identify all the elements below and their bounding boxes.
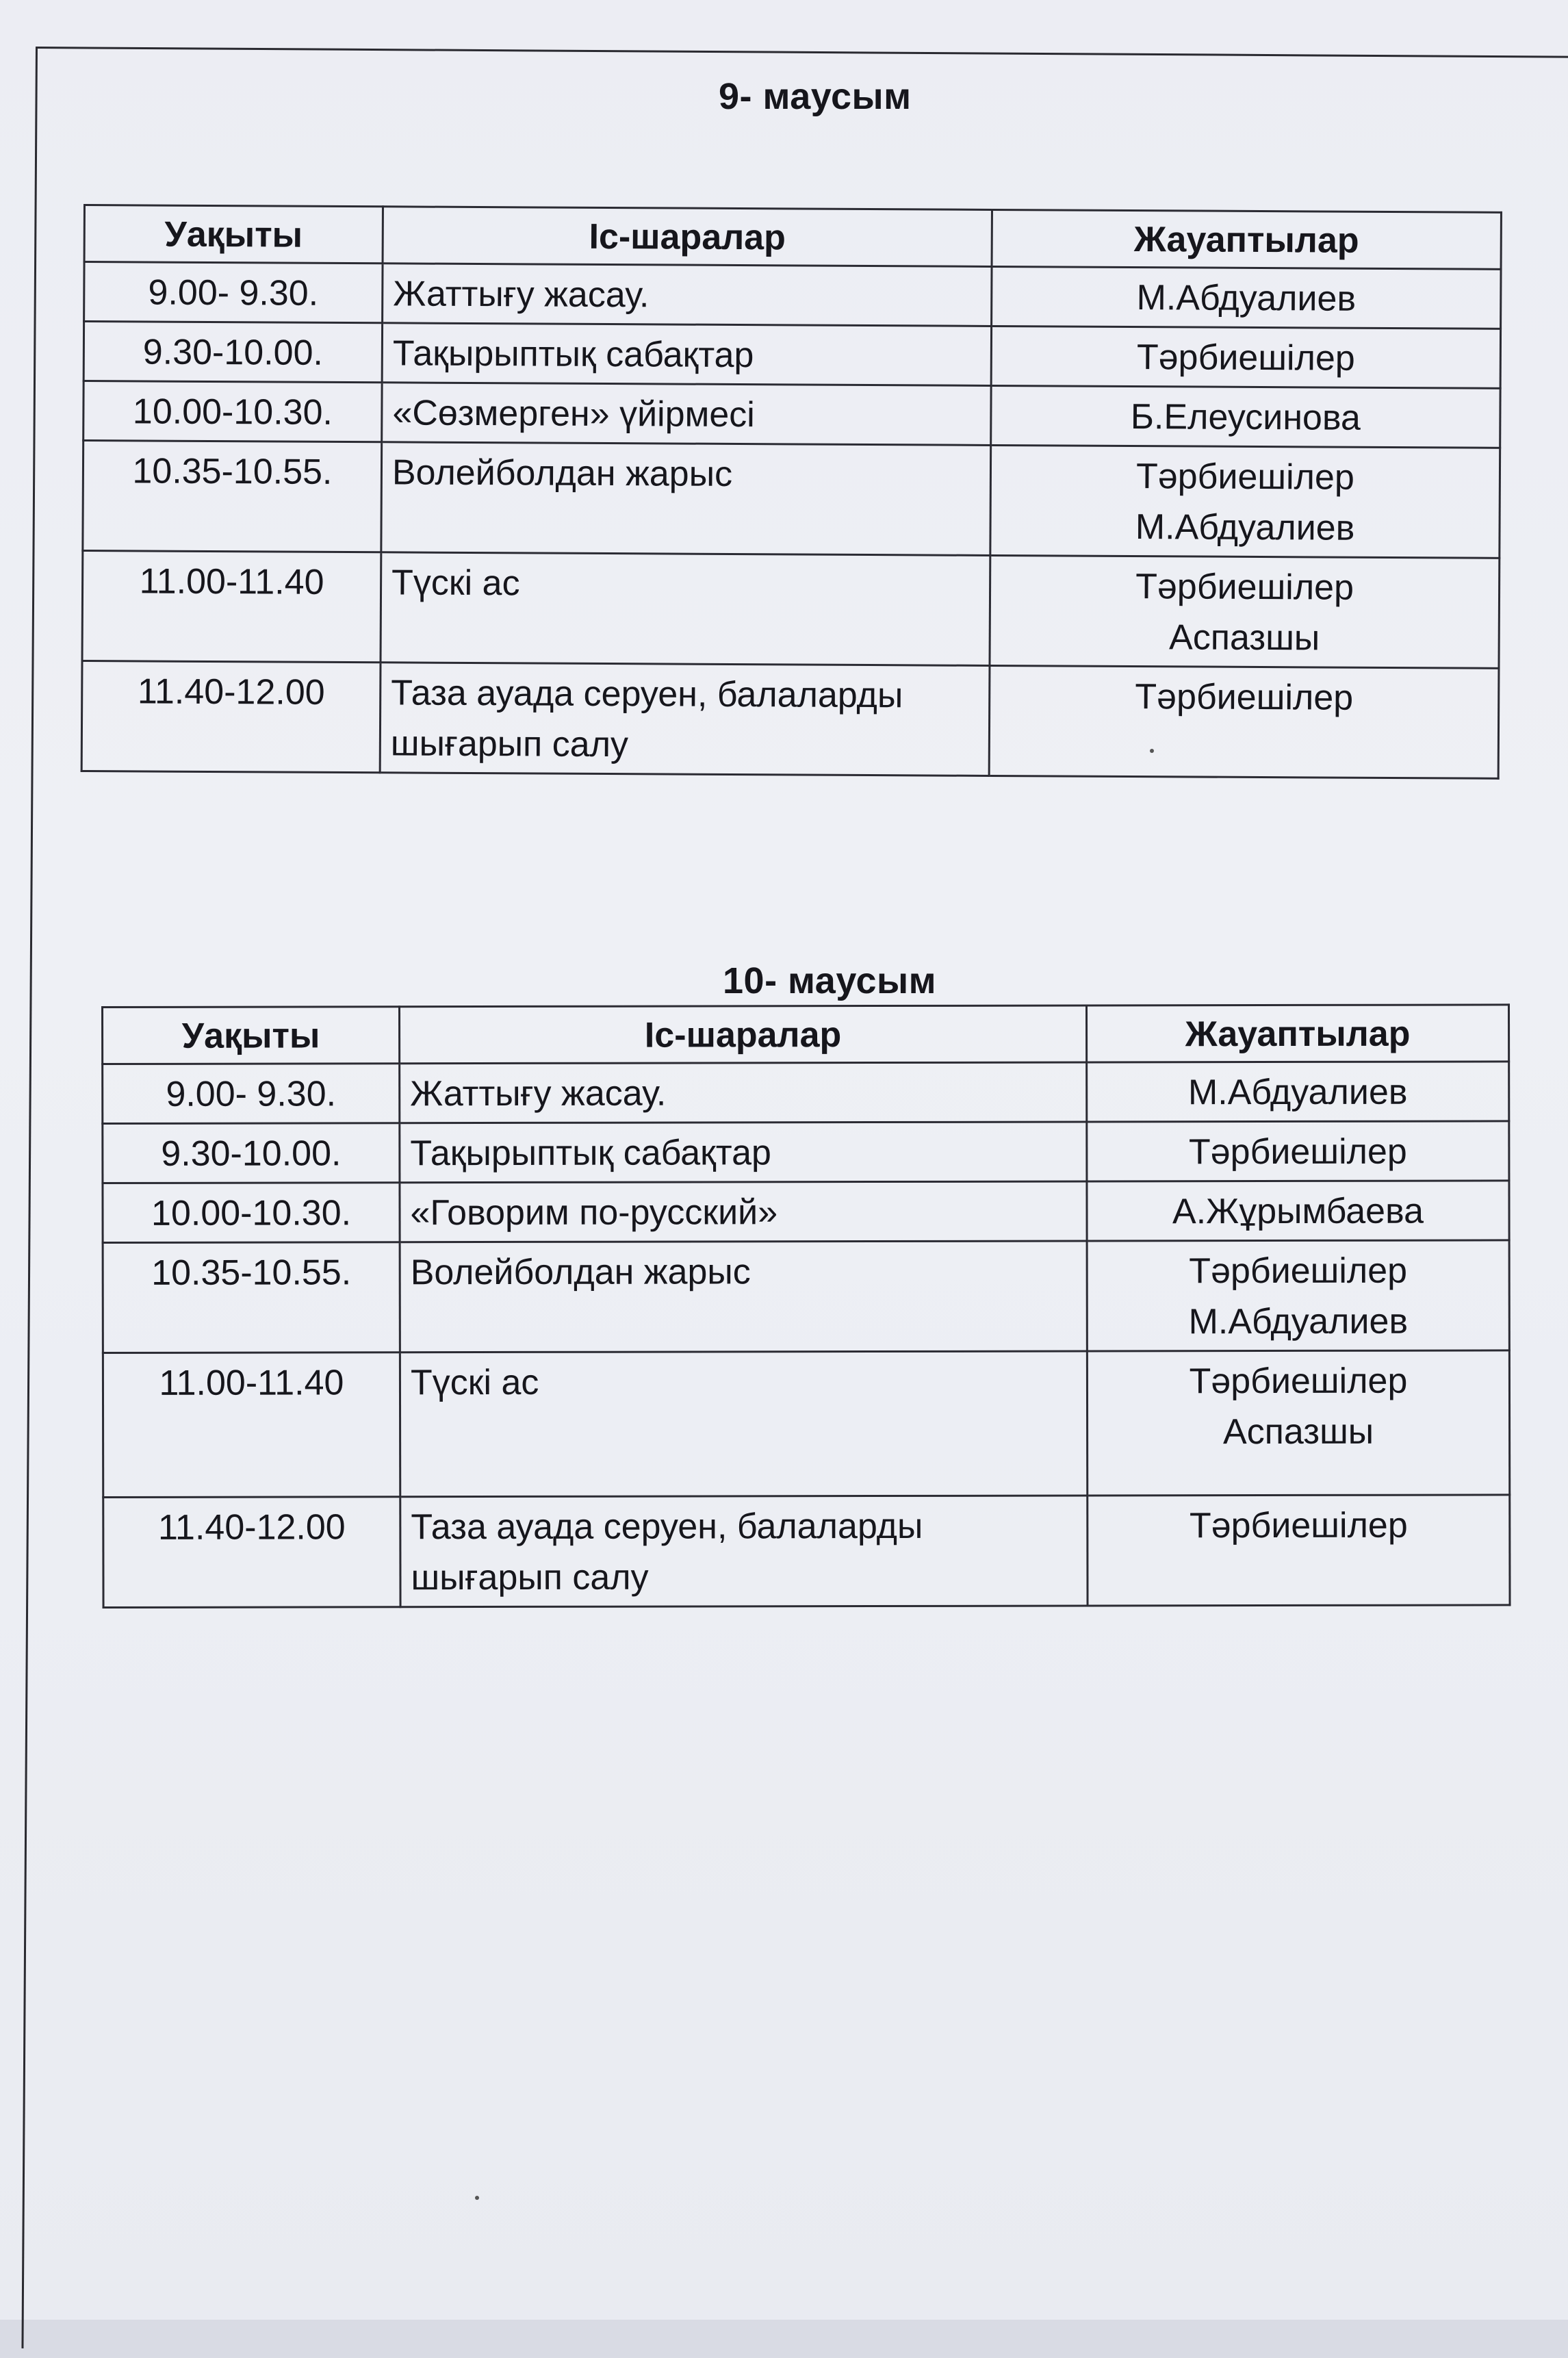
responsible-cell [992, 266, 1501, 329]
table-row [103, 1121, 1509, 1183]
responsible-name: Тәрбиешілер [1135, 567, 1354, 608]
responsible-name: Тәрбиешілер [1189, 1251, 1408, 1292]
table-row [81, 661, 1499, 778]
header-responsible: Жауаптылар [1087, 1005, 1509, 1062]
time-cell: 9.30-10.00. [103, 1123, 400, 1183]
time-cell: 9.00- 9.30. [103, 1064, 400, 1124]
table-header-row [84, 205, 1501, 270]
header-time: Уақыты [103, 1007, 400, 1064]
header-activity: Іс-шаралар [400, 1005, 1087, 1064]
header-activity: Іс-шаралар [383, 207, 992, 267]
time-cell: 10.00-10.30. [83, 381, 382, 442]
responsible-cell [1087, 1350, 1509, 1496]
table-row [103, 1062, 1509, 1124]
header-responsible: Жауаптылар [992, 209, 1501, 269]
responsible-cell [1088, 1495, 1510, 1606]
responsible-name: М.Абдуалиев [1188, 1301, 1409, 1342]
activity-cell: Түскі ас [400, 1351, 1087, 1497]
time-cell: 11.00-11.40 [82, 551, 381, 663]
responsible-name: М.Абдуалиев [1187, 1072, 1408, 1113]
table-row [83, 322, 1500, 389]
schedule-table [81, 204, 1502, 780]
responsible-name: Б.Елеусинова [1130, 397, 1361, 438]
time-cell: 10.35-10.55. [83, 441, 382, 552]
responsible-cell [990, 445, 1500, 558]
day-title: 9- маусым [719, 76, 912, 117]
activity-cell: Таза ауада серуен, балаларды шығарып салу [400, 1496, 1088, 1607]
responsible-cell [1087, 1181, 1509, 1241]
table-row [103, 1350, 1509, 1498]
activity-cell: Волейболдан жарыс [400, 1241, 1087, 1353]
activity-cell: Жаттығу жасау. [400, 1062, 1087, 1123]
table-row [84, 262, 1501, 329]
day-title: 10- маусым [723, 960, 937, 1001]
activity-cell: Таза ауада серуен, балаларды шығарып салу [380, 663, 990, 776]
responsible-cell [991, 385, 1500, 448]
table-header-row [103, 1005, 1509, 1064]
table-row [83, 441, 1500, 559]
time-cell: 11.00-11.40 [103, 1353, 400, 1498]
responsible-name: Тәрбиешілер [1189, 1505, 1408, 1546]
responsible-cell [989, 665, 1499, 778]
speck-mark [1150, 749, 1154, 753]
responsible-name: Тәрбиешілер [1189, 1361, 1408, 1402]
header-time: Уақыты [84, 205, 383, 264]
responsible-name: Аспазшы [1168, 617, 1320, 658]
time-cell: 9.30-10.00. [83, 322, 382, 383]
responsible-cell [990, 555, 1500, 668]
responsible-name: Тәрбиешілер [1188, 1131, 1407, 1172]
responsible-cell [1087, 1240, 1509, 1351]
responsible-name: Аспазшы [1222, 1411, 1374, 1452]
activity-cell: Тақырыптық сабақтар [400, 1122, 1087, 1183]
responsible-name: А.Жұрымбаева [1172, 1191, 1424, 1232]
responsible-name: Тәрбиешілер [1136, 337, 1355, 379]
schedule-table [101, 1003, 1511, 1609]
time-cell: 10.00-10.30. [103, 1183, 400, 1243]
responsible-name: Тәрбиешілер [1135, 677, 1354, 718]
table-row [103, 1240, 1509, 1353]
activity-cell: Волейболдан жарыс [381, 442, 991, 556]
responsible-name: М.Абдуалиев [1135, 507, 1355, 548]
table-row [103, 1495, 1510, 1608]
time-cell: 11.40-12.00 [103, 1497, 400, 1608]
activity-cell: Түскі ас [381, 552, 990, 666]
table-row [82, 551, 1500, 669]
time-cell: 9.00- 9.30. [84, 262, 383, 323]
responsible-cell [991, 326, 1500, 388]
speck-mark [475, 2196, 479, 2200]
responsible-cell [1087, 1121, 1509, 1181]
responsible-name: Тәрбиешілер [1135, 457, 1354, 498]
responsible-name: М.Абдуалиев [1136, 278, 1357, 319]
activity-cell: «Сөзмерген» үйірмесі [382, 383, 991, 446]
activity-cell: Тақырыптық сабақтар [382, 323, 991, 386]
activity-cell: «Говорим по-русский» [400, 1181, 1087, 1242]
table-row [103, 1181, 1509, 1243]
table-row [83, 381, 1500, 448]
time-cell: 10.35-10.55. [103, 1242, 400, 1353]
activity-cell: Жаттығу жасау. [383, 264, 992, 326]
responsible-cell [1087, 1062, 1509, 1122]
time-cell: 11.40-12.00 [81, 661, 381, 772]
